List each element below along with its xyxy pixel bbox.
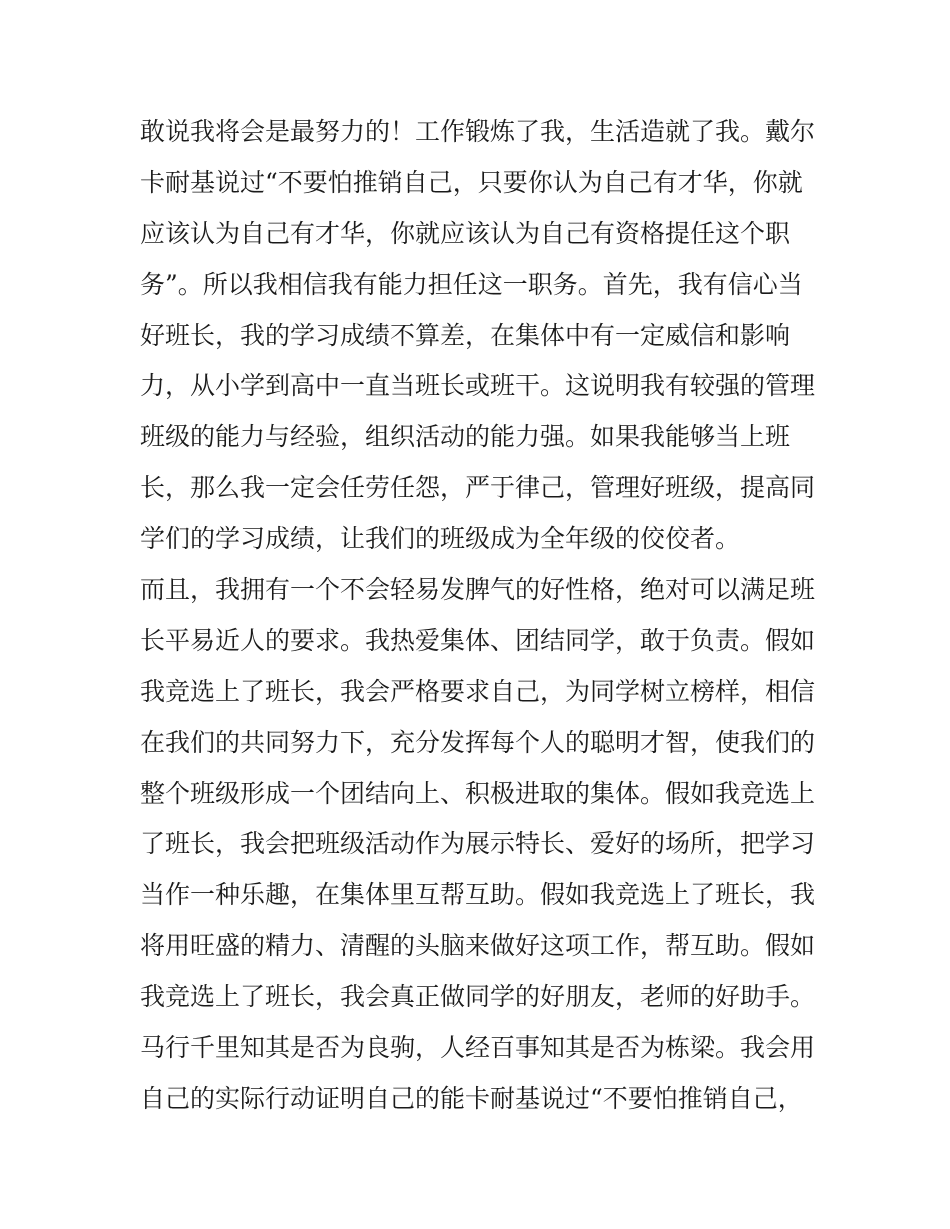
text-line-3: 应该认为自己有才华，你就应该认为自己有资格提任这个职 <box>140 218 791 248</box>
text-line-6: 力，从小学到高中一直当班长或班干。这说明我有较强的管理 <box>140 371 816 401</box>
text-line-12: 我竞选上了班长，我会严格要求自己，为同学树立榜样，相信 <box>140 676 816 706</box>
text-line-16: 当作一种乐趣，在集体里互帮互助。假如我竞选上了班长，我 <box>140 880 816 910</box>
text-line-13: 在我们的共同努力下，充分发挥每个人的聪明才智，使我们的 <box>140 727 816 757</box>
text-line-18: 我竞选上了班长，我会真正做同学的好朋友，老师的好助手。 <box>140 982 816 1012</box>
text-line-10: 而且，我拥有一个不会轻易发脾气的好性格，绝对可以满足班 <box>140 575 816 605</box>
text-line-11: 长平易近人的要求。我热爱集体、团结同学，敢于负责。假如 <box>140 625 816 655</box>
text-line-14: 整个班级形成一个团结向上、积极进取的集体。假如我竞选上 <box>140 778 816 808</box>
body-text <box>140 107 820 1125</box>
text-line-15: 了班长，我会把班级活动作为展示特长、爱好的场所，把学习 <box>140 829 816 859</box>
text-line-9: 学们的学习成绩，让我们的班级成为全年级的佼佼者。 <box>140 524 741 554</box>
text-line-8: 长，那么我一定会任劳任怨，严于律己，管理好班级，提高同 <box>140 473 816 503</box>
text-line-20: 自己的实际行动证明自己的能卡耐基说过“不要怕推销自己， <box>140 1083 803 1113</box>
text-line-2: 卡耐基说过“不要怕推销自己，只要你认为自己有才华，你就 <box>140 167 803 197</box>
text-line-17: 将用旺盛的精力、清醒的头脑来做好这项工作，帮互助。假如 <box>140 931 816 961</box>
text-line-7: 班级的能力与经验，组织活动的能力强。如果我能够当上班 <box>140 422 791 452</box>
text-line-4: 务”。所以我相信我有能力担任这一职务。首先，我有信心当 <box>140 269 803 299</box>
text-line-5: 好班长，我的学习成绩不算差，在集体中有一定威信和影响 <box>140 320 791 350</box>
text-line-1: 敢说我将会是最努力的！工作锻炼了我，生活造就了我。戴尔 <box>140 117 816 146</box>
text-line-19: 马行千里知其是否为良驹，人经百事知其是否为栋梁。我会用 <box>140 1033 816 1063</box>
